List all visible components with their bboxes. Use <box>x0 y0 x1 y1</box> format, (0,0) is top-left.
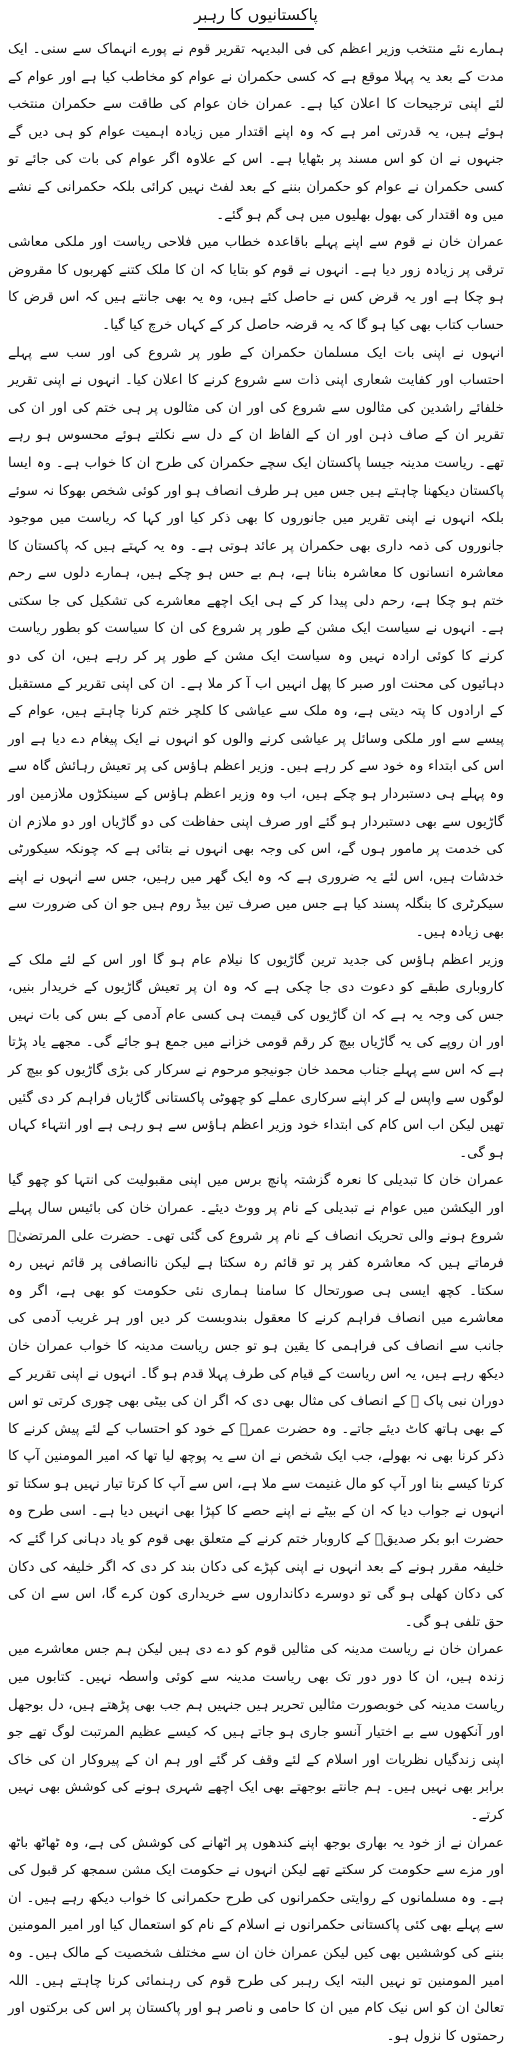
paragraph: انہوں نے اپنی بات ایک مسلمان حکمران کے طور پر شروع کی اور سب سے پہلے احتساب اور کفایت شعاری اپنی ذات سے شروع کرنے کا اعلان کیا۔ انہوں نے اپنی تقریر خلفائے راشدین کی مثالوں سے شروع کی اور ان کی مثالوں پر ہی ختم کی اور ان کی تقریر ان کے صاف ذہن اور ان کے الفاظ ان کے دل سے نکلتے ہوئے محسوس ہو رہے تھے۔ ریاست مدینہ جیسا پاکستان ایک سچے حکمران کی طرح ان کا خواب ہے۔ وہ ایسا پاکستان دیکھنا چاہتے ہیں جس میں ہر طرف انصاف ہو اور کوئی شخص بھوکا نہ سوئے بلکہ انہوں نے اپنی تقریر میں جانوروں کا بھی ذکر کیا اور کہا کہ ریاست میں موجود جانوروں کی ذمہ داری بھی حکمران پر عائد ہوتی ہے۔ وہ یہ کہتے ہیں کہ پاکستان کا معاشرہ انسانوں کا معاشرہ بنانا ہے، ہم بے حس ہو چکے ہیں، ہمارے دلوں سے رحم ختم ہو چکا ہے، رحم دلی پیدا کر کے ہی ایک اچھے معاشرے کی تشکیل کی جا سکتی ہے۔ انہوں نے سیاست ایک مشن کے طور پر شروع کی ان کا سیاست کو بطور ریاست کرنے کا کوئی ارادہ نہیں وہ سیاست ایک مشن کے طور پر کر رہے ہیں، ان کی دو دہائیوں کی محنت اور صبر کا پھل انہیں اب آ کر ملا ہے۔ ان کی اپنی تقریر کے مستقبل کے ارادوں کا پتہ دیتی ہے، وہ ملک سے عیاشی کا کلچر ختم کرنا چاہتے ہیں، عوام کے پیسے سے اور ملکی وسائل پر عیاشی کرنے والوں کو انہوں نے ایک پیغام دے دیا ہے اور اس کی ابتداء وہ خود سے کر رہے ہیں۔ وزیر اعظم ہاؤس کی پر تعیش رہائش گاہ سے وہ پہلے ہی دستبردار ہو چکے ہیں، اب وہ وزیر اعظم ہاؤس کے سینکڑوں ملازمین اور گاڑیوں سے بھی دستبردار ہو گئے اور صرف اپنی حفاظت کی دو گاڑیاں اور دو ملازم ان کی خدمت پر مامور ہوں گے، اس کی وجہ بھی انہوں نے بتائی ہے کہ چونکہ سیکورٹی خدشات ہیں، اس لئے یہ ضروری ہے کہ وہ ایک گھر میں رہیں، جس سے انہوں نے اپنے سیکرٹری کا بنگلہ پسند کیا ہے جس میں صرف تین بیڈ روم ہیں جو ان کی ضرورت سے بھی زیادہ ہیں۔ <box>8 344 504 940</box>
paragraph: عمران خان نے قوم سے اپنے پہلے باقاعدہ خطاب میں فلاحی ریاست اور ملکی معاشی ترقی پر زیادہ زور دیا ہے۔ انہوں نے قوم کو بتایا کہ ان کا ملک کتنے کھربوں کا مقروض ہو چکا ہے اور یہ قرض کس نے حاصل کئے ہیں، وہ یہ بھی جانتے ہیں کہ اس قرض کا حساب کتاب بھی کیا ہو گا کہ یہ قرضہ حاصل کر کے کہاں خرچ کیا گیا۔ <box>8 234 504 333</box>
paragraph: عمران خان نے ریاست مدینہ کی مثالیں قوم کو دے دی ہیں لیکن ہم جس معاشرے میں زندہ ہیں، ان کا دور دور تک بھی ریاست مدینہ سے کوئی واسطہ نہیں۔ کتابوں میں ریاست مدینہ کی خوبصورت مثالیں تحریر ہیں جنہیں ہم جب بھی پڑھتے ہیں، دل بوجھل اور آنکھوں سے بے اختیار آنسو جاری ہو جاتے ہیں کہ کیسے عظیم المرتبت لوگ تھے جو اپنی زندگیاں نظریات اور اسلام کے لئے وقف کر گئے اور ہم ان کے پیروکار ان کی خاک برابر بھی نہیں ہیں۔ ہم جانتے بوجھتے بھی ایک اچھے شہری ہونے کی کوشش بھی نہیں کرتے۔ <box>8 1641 504 1823</box>
paragraph: عمران خان کا تبدیلی کا نعرہ گزشتہ پانچ برس میں اپنی مقبولیت کی انتہا کو چھو گیا اور الیکشن میں عوام نے تبدیلی کے نام پر ووٹ دیئے۔ عمران خان کی بائیس سال پہلے شروع ہونے والی تحریک انصاف کے نام پر شروع کی گئی تھی۔ حضرت علی المرتضیٰؓ فرماتے ہیں کہ معاشرہ کفر پر تو قائم رہ سکتا ہے لیکن ناانصافی پر قائم نہیں رہ سکتا۔ کچھ ایسی ہی صورتحال کا سامنا ہماری نئی حکومت کو بھی ہے، اگر وہ معاشرے میں انصاف فراہم کرنے کا معقول بندوبست کر دیں اور ہر غریب آدمی کی جانب سے انصاف کی فراہمی کا یقین ہو تو جس ریاست مدینہ کا خواب عمران خان دیکھ رہے ہیں، یہ اس ریاست کے قیام کی طرف پہلا قدم ہو گا۔ انہوں نے اپنی تقریر کے دوران نبی پاک ﷺ کے انصاف کی مثال بھی دی کہ اگر ان کی بیٹی بھی چوری کرتی تو اس کے بھی ہاتھ کاٹ دیئے جاتے۔ وہ حضرت عمرؓ کے خود کو احتساب کے لئے پیش کرنے کا ذکر کرنا بھی نہ بھولے، جب ایک شخص نے ان سے یہ پوچھ لیا تھا کہ امیر المومنین آپ کا کرتا کیسے بنا اور آپ کو مال غنیمت سے ملا ہے، اس سے آپ کا کرتا تیار نہیں ہو سکتا تو انہوں نے جواب دیا کہ ان کے بیٹے نے اپنے حصے کا کپڑا بھی انہیں دیا ہے۔ اسی طرح وہ حضرت ابو بکر صدیقؓ کے کاروبار ختم کرنے کے متعلق بھی قوم کو یاد دہانی کرا گئے کہ خلیفہ مقرر ہونے کے بعد انہوں نے اپنی کپڑے کی دکان بند کر دی کہ اگر خلیفہ کی دکان کی دکان کھلی ہو گی تو دوسرے دکانداروں سے خریداری کون کرے گا، اس سے ان کی حق تلفی ہو گی۔ <box>8 1172 504 1630</box>
paragraph: ہمارے نئے منتخب وزیر اعظم کی فی البدیہہ تقریر قوم نے پورے انہماک سے سنی۔ ایک مدت کے بعد یہ پہلا موقع ہے کہ کسی حکمران نے عوام کو مخاطب کیا ہے اور عوام کے لئے اپنی ترجیحات کا اعلان کیا ہے۔ عمران خان عوام کی طاقت سے حکمران منتخب ہوئے ہیں، یہ قدرتی امر ہے کہ وہ اپنے اقتدار میں زیادہ اہمیت عوام کو ہی دیں گے جنہوں نے ان کو اس مسند پر بٹھایا ہے۔ اس کے علاوہ اگر عوام کی بات کی جائے تو کسی حکمران نے عوام کو حکمران بننے کے بعد لفٹ نہیں کرائی بلکہ حکمرانی کے نشے میں وہ اقتدار کی بھول بھلیوں میں ہی گم ہو گئے۔ <box>8 41 504 223</box>
article-title: پاکستانیوں کا رہبر <box>194 5 318 24</box>
article-body <box>8 36 504 2050</box>
paragraph: عمران نے از خود یہ بھاری بوجھ اپنے کندھوں پر اٹھانے کی کوشش کی ہے، وہ ٹھاٹھ باٹھ اور مزے سے حکومت کر سکتے تھے لیکن انہوں نے حکومت ایک مشن سمجھ کر قبول کی ہے۔ وہ مسلمانوں کے روایتی حکمرانوں کی طرح حکمرانی کا خواب دیکھ رہے ہیں۔ ان سے پہلے بھی کئی پاکستانی حکمرانوں نے اسلام کے نام کو استعمال کیا اور امیر المومنین بننے کی کوششیں بھی کیں لیکن عمران خان ان سے مختلف شخصیت کے مالک ہیں۔ وہ امیر المومنین تو نہیں البتہ ایک رہبر کی طرح قوم کی رہنمائی کرنا چاہتے ہیں۔ اللہ تعالیٰ ان کو اس نیک کام میں ان کا حامی و ناصر ہو اور پاکستان پر اس کی برکتوں اور رحمتوں کا نزول ہو۔ <box>8 1834 504 2044</box>
title-underline <box>198 28 314 30</box>
paragraph: وزیر اعظم ہاؤس کی جدید ترین گاڑیوں کا نیلام عام ہو گا اور اس کے لئے ملک کے کاروباری طبقے کو دعوت دی جا چکی ہے کہ وہ ان پر تعیش گاڑیوں کے خریدار بنیں، جس کی وجہ یہ ہے کہ ان گاڑیوں کی قیمت ہی کسی عام آدمی کے بس کی بات نہیں اور ان روپے کی یہ گاڑیاں بیچ کر رقم قومی خزانے میں جمع ہو جائے گی۔ مجھے یاد پڑتا ہے کہ اس سے پہلے جناب محمد خان جونیجو مرحوم نے سرکار کی بڑی گاڑیوں کو بیچ کر لوگوں سے واپس لے کر اپنے سرکاری عملے کو چھوٹی پاکستانی گاڑیاں فراہم کر دی گئیں تھیں لیکن اب اس کام کی ابتداء خود وزیر اعظم ہاؤس سے ہو رہی ہے اور انتہاء کہاں ہو گی۔ <box>8 951 504 1161</box>
